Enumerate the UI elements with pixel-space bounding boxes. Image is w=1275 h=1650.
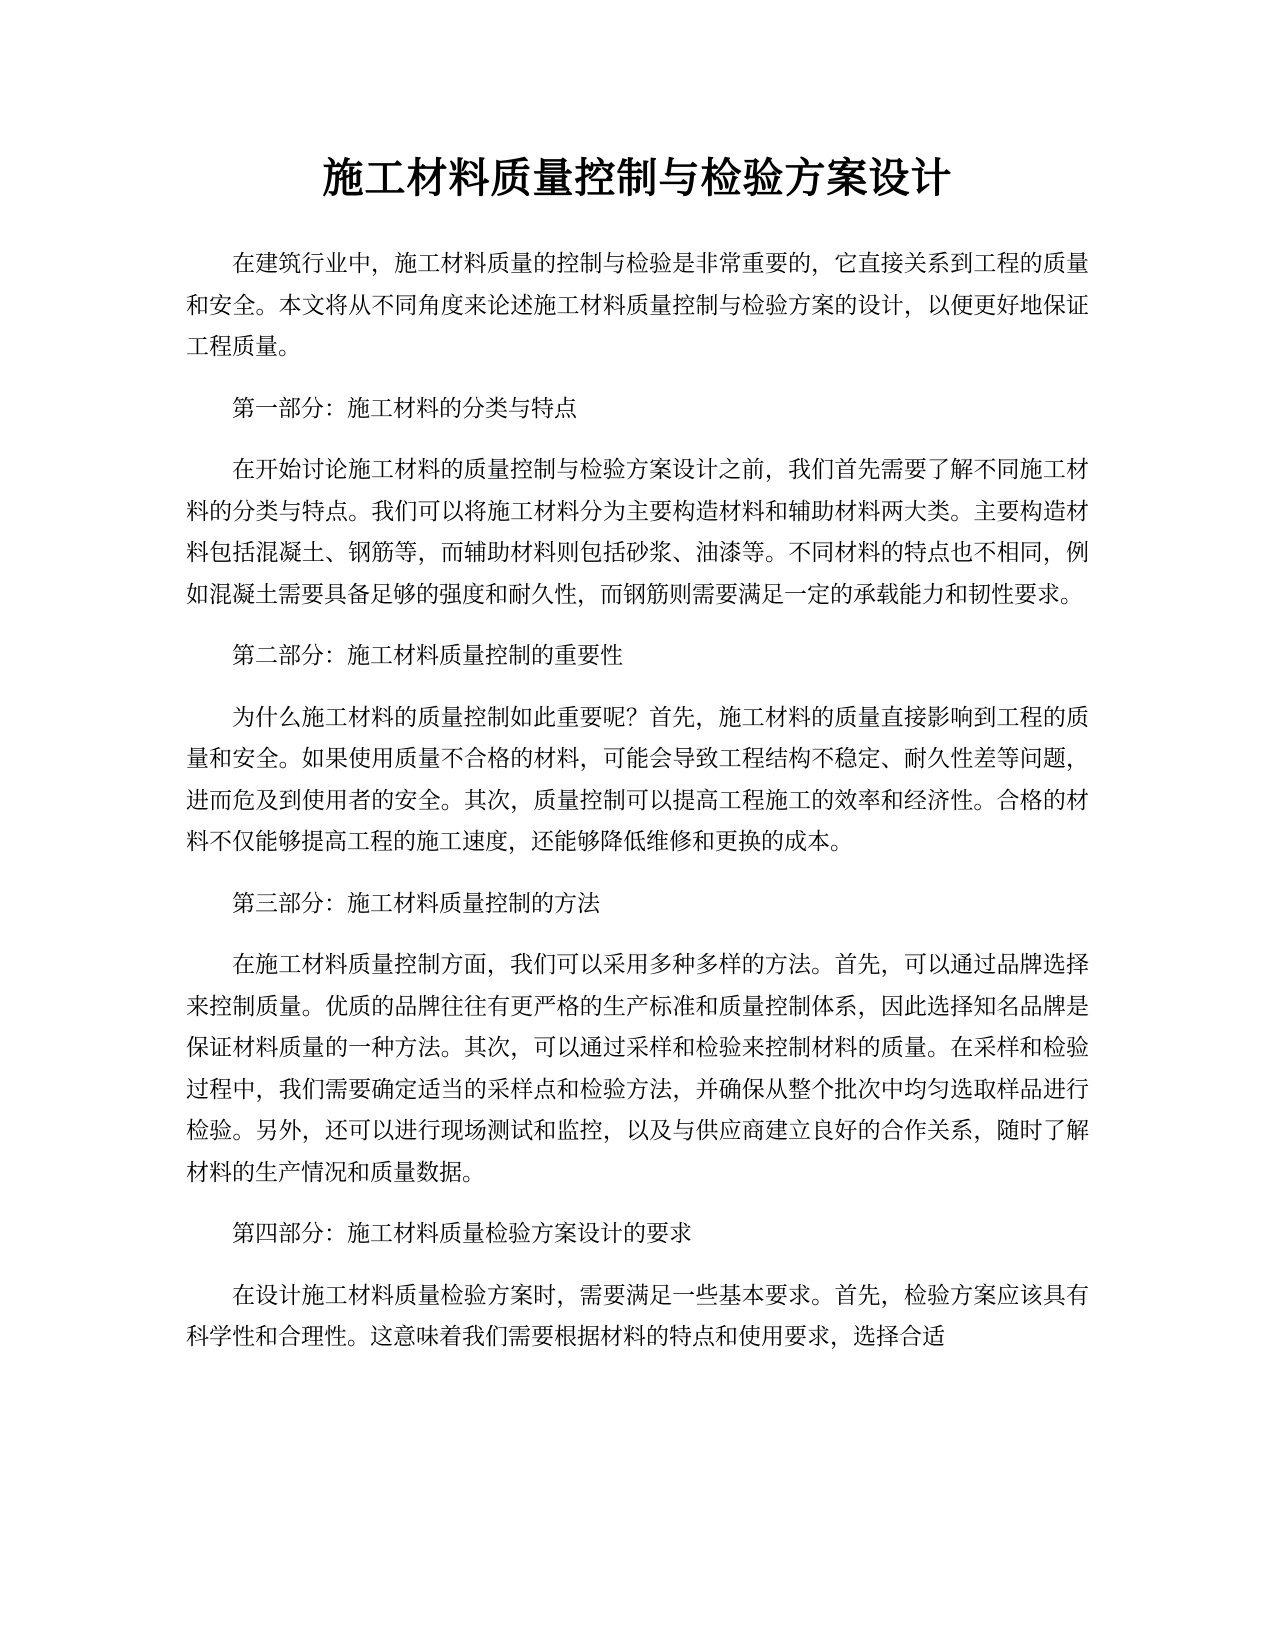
paragraph-part-3: 在施工材料质量控制方面，我们可以采用多种多样的方法。首先，可以通过品牌选择来控制质量。优质的品牌往往有更严格的生产标准和质量控制体系，因此选择知名品牌是保证材料质量的一种方法。其次，可以通过采样和检验来控制材料的质量。在采样和检验过程中，我们需要确定适当的采样点和检验方法，并确保从整个批次中均匀选取样品进行检验。另外，还可以进行现场测试和监控，以及与供应商建立良好的合作关系，随时了解材料的生产情况和质量数据。	[186, 952, 1089, 1186]
document-body	[186, 244, 1089, 1379]
intro-paragraph: 在建筑行业中，施工材料质量的控制与检验是非常重要的，它直接关系到工程的质量和安全。本文将从不同角度来论述施工材料质量控制与检验方案的设计，以便更好地保证工程质量。	[186, 251, 1089, 360]
section-heading-part-4: 第四部分：施工材料质量检验方案设计的要求	[232, 1221, 692, 1247]
document-title: 施工材料质量控制与检验方案设计	[322, 154, 953, 202]
section-heading-part-3: 第三部分：施工材料质量控制的方法	[232, 890, 600, 917]
paragraph-part-2: 为什么施工材料的质量控制如此重要呢？首先，施工材料的质量直接影响到工程的质量和安全。如果使用质量不合格的材料，可能会导致工程结构不稳定、耐久性差等问题，进而危及到使用者的安全。其次，质量控制可以提高工程施工的效率和经济性。合格的材料不仅能够提高工程的施工速度，还能够降低维修和更换的成本。	[186, 704, 1089, 855]
paragraph-part-4: 在设计施工材料质量检验方案时，需要满足一些基本要求。首先，检验方案应该具有科学性和合理性。这意味着我们需要根据材料的特点和使用要求，选择合适	[186, 1282, 1089, 1350]
section-heading-part-1: 第一部分：施工材料的分类与特点	[232, 395, 577, 422]
paragraph-part-1: 在开始讨论施工材料的质量控制与检验方案设计之前，我们首先需要了解不同施工材料的分类与特点。我们可以将施工材料分为主要构造材料和辅助材料两大类。主要构造材料包括混凝土、钢筋等，而辅助材料则包括砂浆、油漆等。不同材料的特点也不相同，例如混凝土需要具备足够的强度和耐久性，而钢筋则需要满足一定的承载能力和韧性要求。	[186, 457, 1089, 608]
section-heading-part-2: 第二部分：施工材料质量控制的重要性	[232, 643, 623, 669]
